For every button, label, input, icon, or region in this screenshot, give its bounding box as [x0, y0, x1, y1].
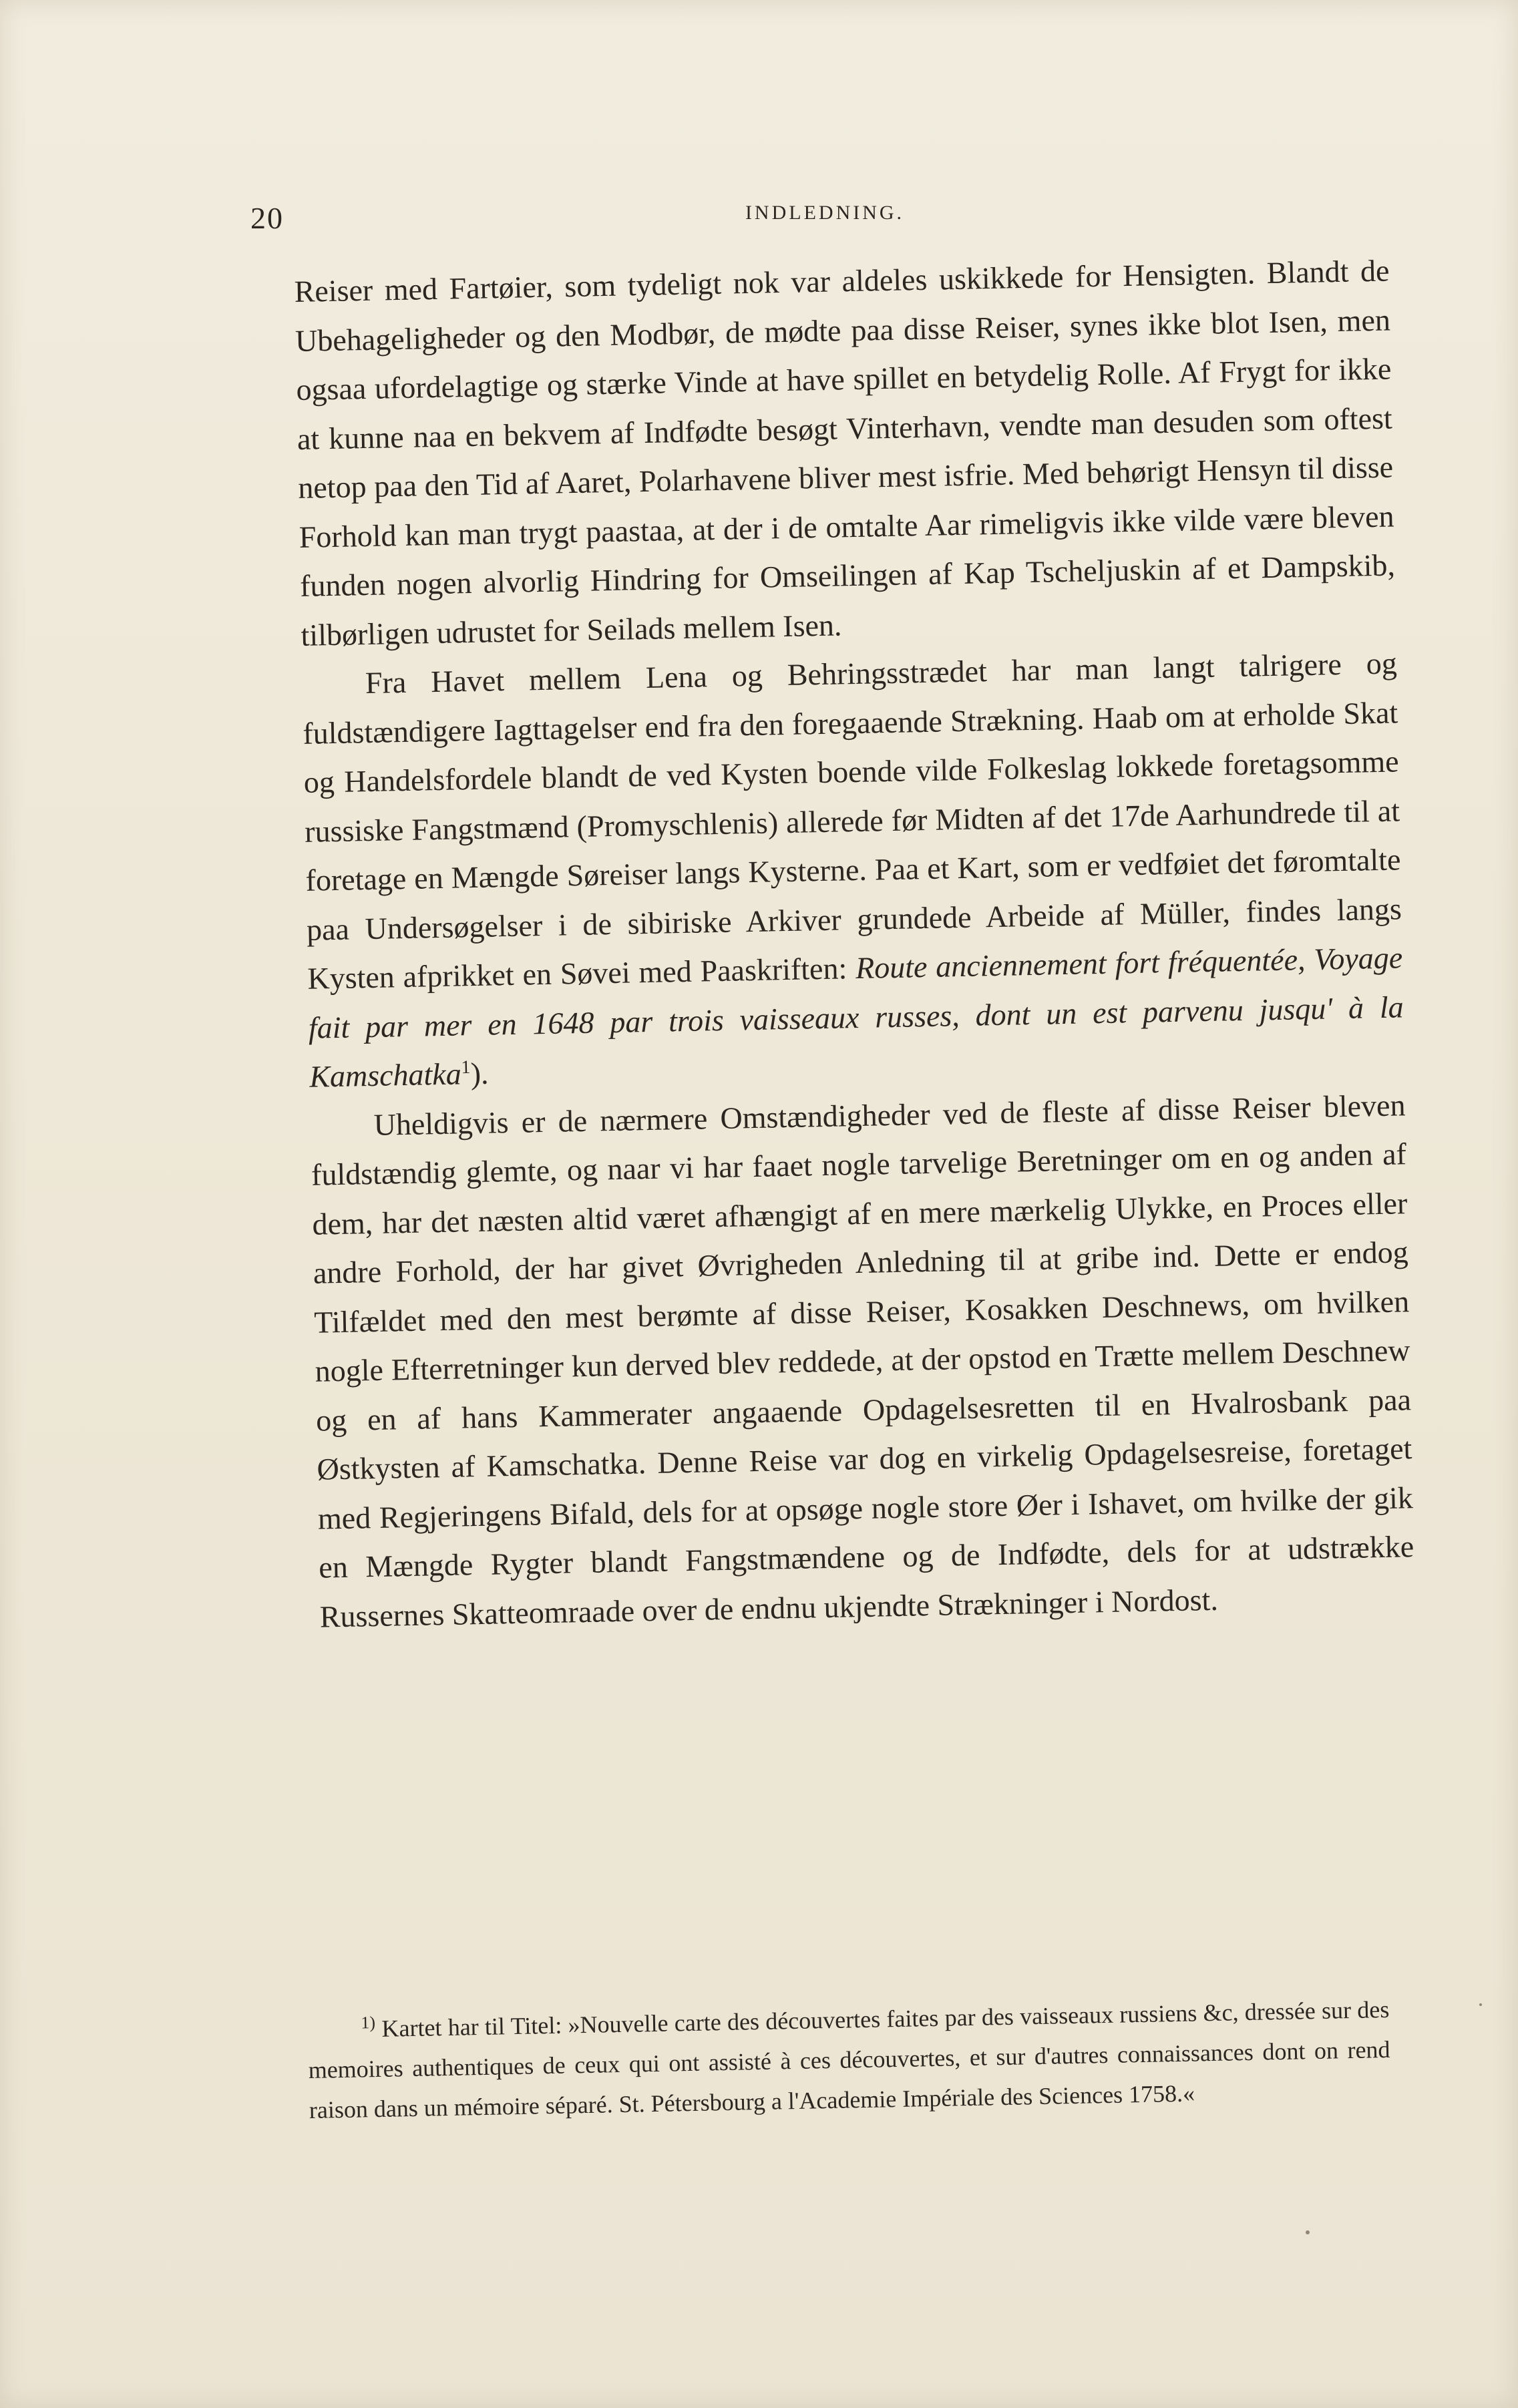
paper-speck	[1479, 2003, 1482, 2006]
paragraph-1	[294, 246, 1396, 660]
footnote-1-text: Kartet har til Titel: »Nouvelle carte des découvertes faites par des vaisseaux russiens &c, dressée sur des memoires authentiques de ceux qui ont assisté à ces découvertes, et sur d'autres connaissances dont on rend raison dans un mémoire séparé. St. Pétersbourg a l'Academie Impériale des Sciences 1758.«	[308, 1995, 1390, 2124]
paragraph-2-text: Fra Havet mellem Lena og Behringsstrædet har man langt talrigere og fuldstændigere Iagttagelser end fra den foregaaende Strækning. Haab om at erholde Skat og Handelsfordele blandt de ved Kysten boende vilde Folkeslag lokkede foretagsomme russiske Fangstmænd (Promyschlenis) allerede før Midten af det 17de Aarhundrede til at foretage en Mængde Søreiser langs Kysterne. Paa et Kart, som er vedføiet det føromtalte paa Undersøgelser i de sibiriske Arkiver grundede Arbeide af Müller, findes langs Kysten afprikket en Søvei med Paaskriften:	[302, 646, 1402, 996]
paragraph-2-closing: ).	[470, 1056, 489, 1091]
running-head: INDLEDNING.	[745, 202, 905, 224]
footnote-reference: 1	[461, 1056, 471, 1078]
footnote-1	[307, 1989, 1391, 2130]
paper-speck	[1306, 2230, 1310, 2234]
page-header	[250, 200, 1399, 240]
paragraph-1-text: Reiser med Fartøier, som tydeligt nok var aldeles uskikkede for Hensigten. Blandt de Ubehageligheder og den Modbør, de mødte paa disse Reiser, synes ikke blot Isen, men ogsaa ufordelagtige og stærke Vinde at have spillet en betydelig Rolle. Af Frygt for ikke at kunne naa en bekvem af Indfødte besøgt Vinterhavn, vendte man desuden som oftest netop paa den Tid af Aaret, Polarhavene bliver mest isfrie. Med behørigt Hensyn til disse Forhold kan man trygt paastaa, at der i de omtalte Aar rimeligvis ikke vilde være bleven funden nogen alvorlig Hindring for Omseilingen af Kap Tscheljuskin af et Dampskib, tilbørligen udrustet for Seilads mellem Isen.	[294, 253, 1396, 652]
footnotes	[307, 1989, 1391, 2130]
body-text	[294, 246, 1415, 1641]
map-inscription-quote: Route anciennement fort fréquentée, Voyage fait par mer en 1648 par trois vaisseaux russes, dont un est parvenu jusqu' à la Kamschatka	[308, 940, 1404, 1094]
paragraph-3	[310, 1080, 1415, 1641]
paragraph-3-text: Uheldigvis er de nærmere Omstændigheder ved de fleste af disse Reiser bleven fuldstændig glemte, og naar vi har faaet nogle tarvelige Beretninger om en og anden af dem, har det næsten altid været afhængigt af en mere mærkelig Ulykke, en Proces eller andre Forhold, der har givet Øvrigheden Anledning til at gribe ind. Dette er endog Tilfældet med den mest berømte af disse Reiser, Kosakken Deschnews, om hvilken nogle Efterretninger kun derved blev reddede, at der opstod en Trætte mellem Deschnew og en af hans Kammerater angaaende Opdagelsesretten til en Hvalrosbank paa Østkysten af Kamschatka. Denne Reise var dog en virkelig Opdagelsesreise, foretaget med Regjeringens Bifald, dels for at opsøge nogle store Øer i Ishavet, om hvilke der gik en Mængde Rygter blandt Fangstmændene og de Indfødte, dels for at udstrække Russernes Skatteomraade over de endnu ukjendte Strækninger i Nordost.	[311, 1087, 1414, 1634]
footnote-1-marker: 1)	[361, 2013, 376, 2033]
page-number: 20	[250, 201, 284, 235]
paragraph-2	[301, 638, 1404, 1101]
